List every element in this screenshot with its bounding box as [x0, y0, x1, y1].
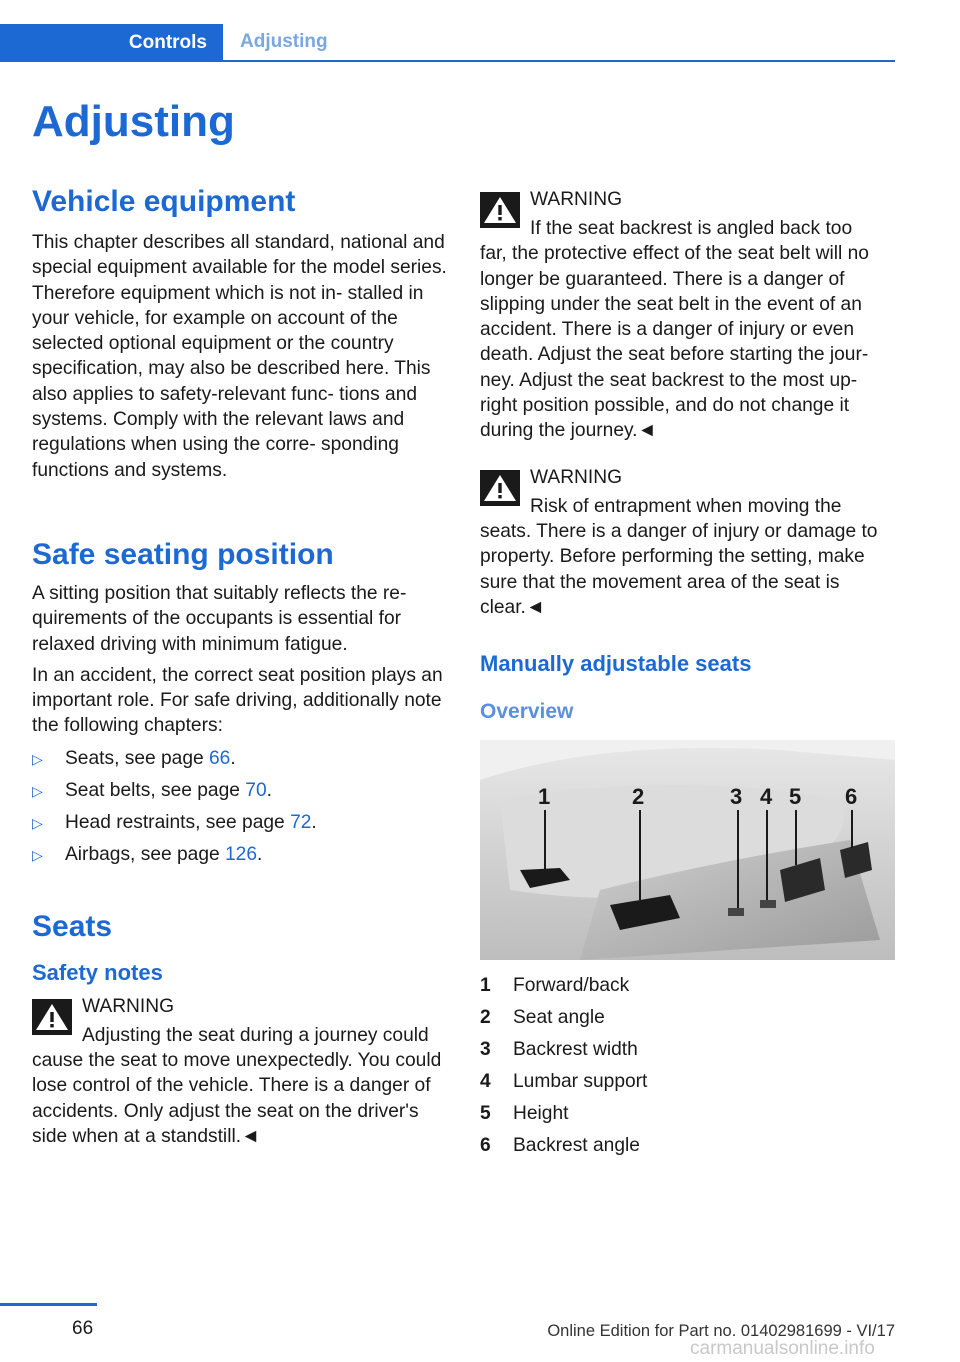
watermark: carmanualsonline.info — [690, 1338, 875, 1359]
section-tab-controls[interactable]: Controls — [0, 24, 223, 62]
left-column — [32, 184, 447, 1149]
manual-seats-heading: Manually adjustable seats — [480, 651, 752, 677]
warning-text: cause the seat to move unexpectedly. You could lose control of the vehicle. There is a danger of accidents. Only adjust the seat on the driver's side when at a standstill.◄ — [32, 1050, 442, 1147]
page-link[interactable]: 66 — [209, 747, 231, 769]
chapter-tab-adjusting[interactable]: Adjusting — [240, 31, 328, 52]
vehicle-equipment-heading: Vehicle equipment — [32, 185, 296, 218]
triangle-bullet-icon: ▷ — [32, 782, 43, 799]
list-item: 4 Lumbar support — [480, 1071, 648, 1093]
warning-block — [480, 184, 895, 444]
safe-seating-para2: In an accident, the correct seat position plays an important role. For safe driving, additionally note the following chapters: — [32, 664, 443, 737]
warning-block — [480, 462, 895, 620]
warning-block — [32, 991, 447, 1149]
edition-text: Online Edition for Part no. 01402981699 - VI/17 — [547, 1322, 895, 1340]
warning-text: seats. There is a danger of injury or damage to property. Before performing the setting, make sure that the movement area of the seat is clear.◄ — [480, 520, 878, 618]
warning-triangle-icon — [480, 192, 520, 228]
list-item: 1 Forward/back — [480, 975, 630, 997]
warning-first-line: Risk of entrapment when moving the — [530, 495, 842, 517]
warning-first-line: Adjusting the seat during a journey could — [82, 1024, 429, 1046]
warning-text: far, the protective effect of the seat belt will no longer be guaranteed. There is a danger of slipping under the seat belt in the event of an accident. There is a danger of injury or even death. Adjust the seat before starting the jour- ney. Adjust the seat backrest to the most up- right position possible, and do not change it during the journey.◄ — [480, 243, 869, 442]
list-item: 2 Seat angle — [480, 1007, 605, 1029]
callout-5: 5 — [789, 784, 802, 810]
safe-seating-heading: Safe seating position — [32, 537, 334, 571]
chapter-reference-list — [32, 743, 447, 871]
list-item: ▷ Seats, see page 66. — [32, 743, 447, 775]
warning-label: WARNING — [530, 189, 623, 210]
list-item: 3 Backrest width — [480, 1039, 638, 1061]
list-item: ▷ Seat belts, see page 70. — [32, 775, 447, 807]
overview-heading: Overview — [480, 700, 574, 724]
warning-triangle-icon — [480, 470, 520, 506]
warning-triangle-icon — [32, 999, 72, 1035]
callout-1: 1 — [538, 784, 551, 810]
warning-label: WARNING — [82, 995, 175, 1017]
footer-rule — [0, 1303, 97, 1306]
safety-notes-heading: Safety notes — [32, 959, 163, 985]
triangle-bullet-icon: ▷ — [32, 814, 43, 831]
callout-6: 6 — [845, 784, 858, 810]
page-link[interactable]: 72 — [290, 811, 312, 833]
seats-heading: Seats — [32, 909, 113, 943]
triangle-bullet-icon: ▷ — [32, 750, 43, 767]
triangle-bullet-icon: ▷ — [32, 846, 43, 863]
list-item: 5 Height — [480, 1103, 569, 1125]
safe-seating-para1: A sitting position that suitably reflects the re- quirements of the occupants is essential for relaxed driving with minimum fatigue. — [32, 582, 407, 655]
warning-label: WARNING — [530, 466, 623, 488]
warning-first-line: If the seat backrest is angled back too — [530, 218, 853, 239]
seat-controls-legend — [480, 970, 895, 1162]
list-item: 6 Backrest angle — [480, 1135, 640, 1157]
callout-4: 4 — [760, 784, 773, 810]
callout-3: 3 — [730, 784, 743, 810]
seat-controls-photo — [480, 740, 895, 960]
page-link[interactable]: 70 — [245, 779, 267, 801]
seat-illustration — [480, 740, 895, 960]
page-header — [0, 24, 895, 62]
list-item: ▷ Head restraints, see page 72. — [32, 807, 447, 839]
right-column — [480, 184, 895, 1162]
page-title: Adjusting — [32, 97, 235, 146]
list-item: ▷ Airbags, see page 126. — [32, 839, 447, 871]
page-link[interactable]: 126 — [225, 843, 258, 865]
vehicle-equipment-body: This chapter describes all standard, national and special equipment available for the model series. Therefore equipment which is not in- stalled in your vehicle, for example on account of the selected optional equipment or the country specification, may also be described here. This also applies to safety-relevant func- tions and systems. Comply with the relevant laws and regulations when using the corre- sponding functions and systems. — [32, 232, 447, 481]
callout-2: 2 — [632, 784, 645, 810]
page-number: 66 — [72, 1318, 94, 1339]
